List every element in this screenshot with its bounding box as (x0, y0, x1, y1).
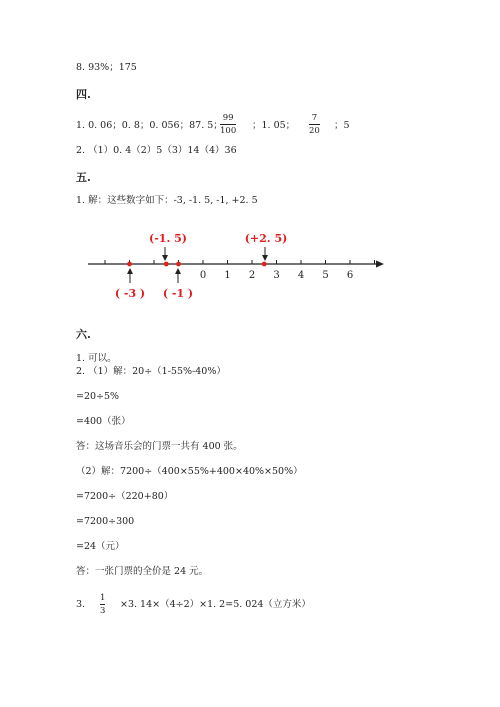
answer-6-line-9: 答：一张门票的全价是 24 元。 (76, 566, 209, 577)
arrowhead-minus-1 (175, 268, 181, 274)
fraction-numerator: 7 (311, 113, 318, 123)
tick-label: 0 (199, 270, 207, 281)
tick-label: 2 (248, 270, 256, 281)
fraction-99-100 (220, 113, 236, 136)
tick-label: 4 (297, 270, 305, 281)
number-point (164, 262, 169, 267)
section-heading-4: 四. (76, 88, 91, 101)
number-line-arrowhead (376, 261, 384, 268)
fraction-denominator: 100 (220, 126, 237, 136)
fraction-bar (309, 124, 320, 125)
tick-label: 5 (322, 270, 329, 281)
fraction-numerator: 99 (222, 113, 234, 123)
label-minus-1: ( -1 ) (162, 287, 194, 300)
answer-4-1-part-a: 1. 0. 06；0. 8；0. 056；87. 5； (76, 120, 223, 131)
fraction-bar (100, 604, 105, 605)
label-minus-3: ( -3 ) (114, 287, 146, 300)
number-point (262, 262, 267, 267)
answer-6-line-5: （2）解：7200÷（400×55%+400×40%×50%） (76, 466, 303, 477)
answer-line-top: 8. 93%；175 (76, 62, 137, 73)
answer-6-line-1: 2. （1）解：20÷（1-55%-40%） (76, 366, 226, 377)
answer-6-line-8: =24（元） (76, 541, 125, 552)
arrowhead-minus-3 (127, 268, 133, 274)
fraction-1-3 (100, 593, 105, 616)
number-point (176, 262, 181, 267)
arrowhead-minus-1-5 (162, 255, 168, 261)
answer-6-line-0: 1. 可以。 (76, 353, 117, 364)
arrowhead-plus-2-5 (262, 255, 268, 261)
label-plus-2-5: (+2. 5) (244, 232, 288, 245)
answer-6-line-2: =20÷5% (76, 391, 120, 402)
fraction-bar (220, 124, 236, 125)
answer-6-3-expression: ×3. 14×（4÷2）×1. 2=5. 024（立方米） (120, 599, 311, 610)
tick-label: 1 (224, 270, 231, 281)
section-heading-5: 五. (76, 171, 91, 184)
answer-4-1-part-c: ；5 (334, 120, 350, 131)
answer-6-line-4: 答：这场音乐会的门票一共有 400 张。 (76, 441, 243, 452)
answer-6-line-7: =7200÷300 (76, 516, 135, 527)
number-point (127, 262, 132, 267)
answer-4-1-part-b: ；1. 05； (252, 120, 296, 131)
label-minus-1-5: (-1. 5) (149, 232, 187, 245)
tick-label: 6 (346, 270, 354, 281)
fraction-denominator: 20 (309, 126, 320, 136)
fraction-7-20 (309, 113, 320, 136)
answer-6-line-3: =400（张） (76, 416, 131, 427)
answer-4-2: 2. （1）0. 4（2）5（3）14（4）36 (76, 145, 237, 156)
answer-5-1: 1. 解：这些数字如下：-3, -1. 5, -1, +2. 5 (76, 195, 258, 206)
number-line-diagram (0, 225, 500, 315)
answer-6-3-prefix: 3. (76, 599, 86, 610)
tick-label: 3 (273, 270, 280, 281)
answer-6-line-6: =7200÷（220+80） (76, 491, 174, 502)
fraction-numerator: 1 (100, 593, 106, 603)
fraction-denominator: 3 (100, 606, 106, 616)
section-heading-6: 六. (76, 328, 91, 341)
